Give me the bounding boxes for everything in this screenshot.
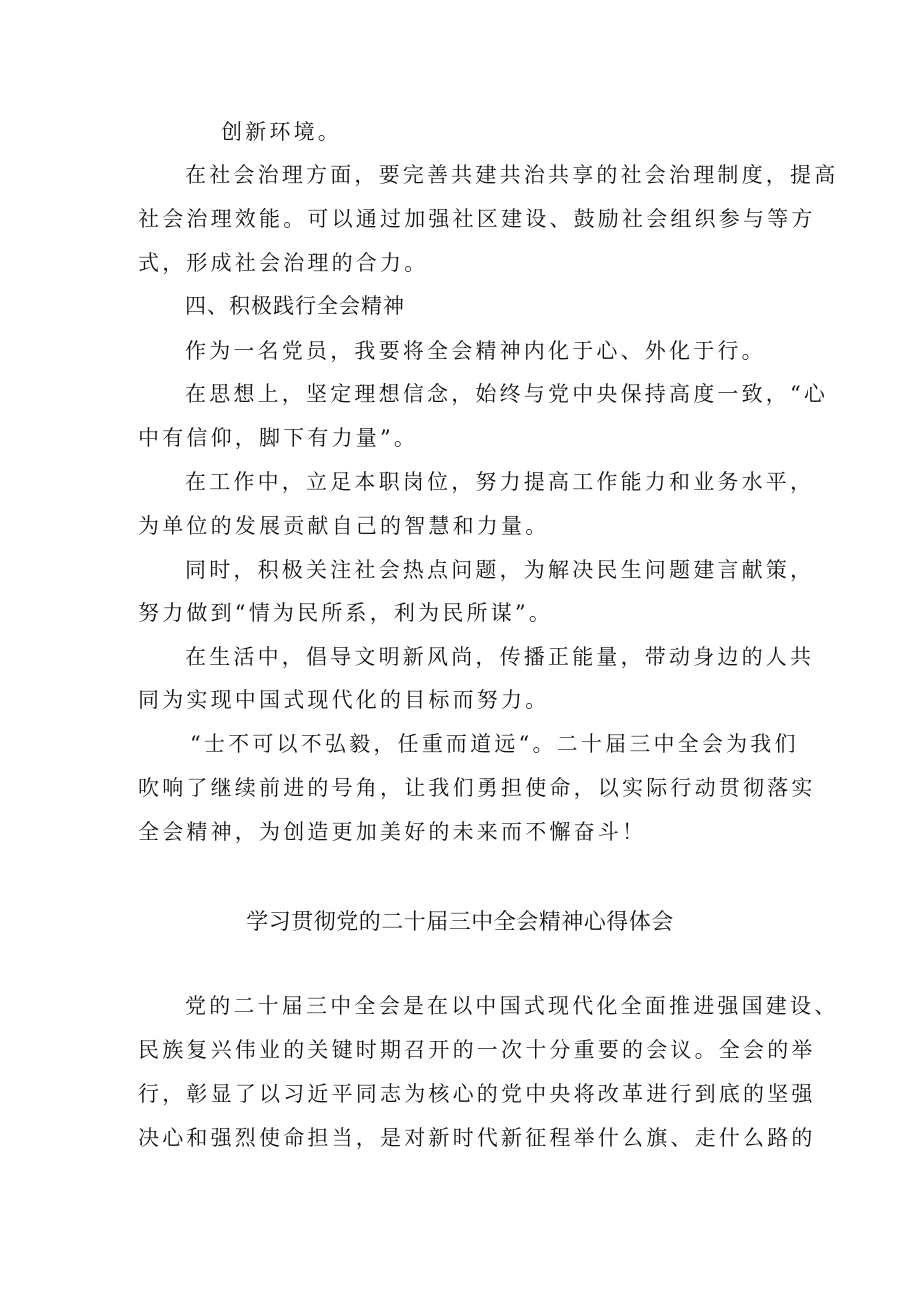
paragraph-line: 同为实现中国式现代化的目标而努力。	[138, 688, 550, 712]
paragraph-line: 民族复兴伟业的关键时期召开的一次十分重要的会议。全会的举	[138, 1038, 816, 1062]
paragraph-line: 努力做到“情为民所系，利为民所谋”。	[138, 601, 554, 625]
paragraph-line: 中有信仰，脚下有力量”。	[138, 426, 419, 450]
paragraph-line: 行，彰显了以习近平同志为核心的党中央将改革进行到底的坚强	[138, 1082, 816, 1106]
paragraph-line: 在生活中，倡导文明新风尚，传播正能量，带动身边的人共	[185, 645, 815, 669]
paragraph-line: 为单位的发展贡献自己的智慧和力量。	[138, 514, 550, 538]
paragraph-line: 社会治理效能。可以通过加强社区建设、鼓励社会组织参与等方	[138, 207, 816, 231]
paragraph-line: 在社会治理方面，要完善共建共治共享的社会治理制度，提高	[185, 163, 839, 187]
paragraph-line: 创新环境。	[221, 120, 342, 144]
paragraph-line: “士不可以不弘毅，任重而道远“。二十届三中全会为我们	[190, 732, 799, 756]
paragraph-line: 作为一名党员，我要将全会精神内化于心、外化于行。	[185, 339, 766, 363]
paragraph-line: 式，形成社会治理的合力。	[138, 251, 429, 275]
paragraph-line: 党的二十届三中全会是在以中国式现代化全面推进强国建设、	[185, 994, 839, 1018]
paragraph-line: 全会精神，为创造更加美好的未来而不懈奋斗！	[138, 820, 647, 844]
paragraph-line: 同时，积极关注社会热点问题，为解决民生问题建言献策，	[185, 558, 815, 582]
paragraph-line: 决心和强烈使命担当，是对新时代新征程举什么旗、走什么路的	[138, 1126, 816, 1150]
section-heading: 四、积极践行全会精神	[185, 294, 405, 318]
paragraph-line: 在工作中，立足本职岗位，努力提高工作能力和业务水平，	[185, 470, 815, 494]
paragraph-line: 在思想上，坚定理想信念，始终与党中央保持高度一致，“心	[185, 382, 829, 406]
article-title: 学习贯彻党的二十届三中全会精神心得体会	[246, 910, 674, 935]
paragraph-line: 吹响了继续前进的号角，让我们勇担使命，以实际行动贯彻落实	[138, 776, 816, 800]
